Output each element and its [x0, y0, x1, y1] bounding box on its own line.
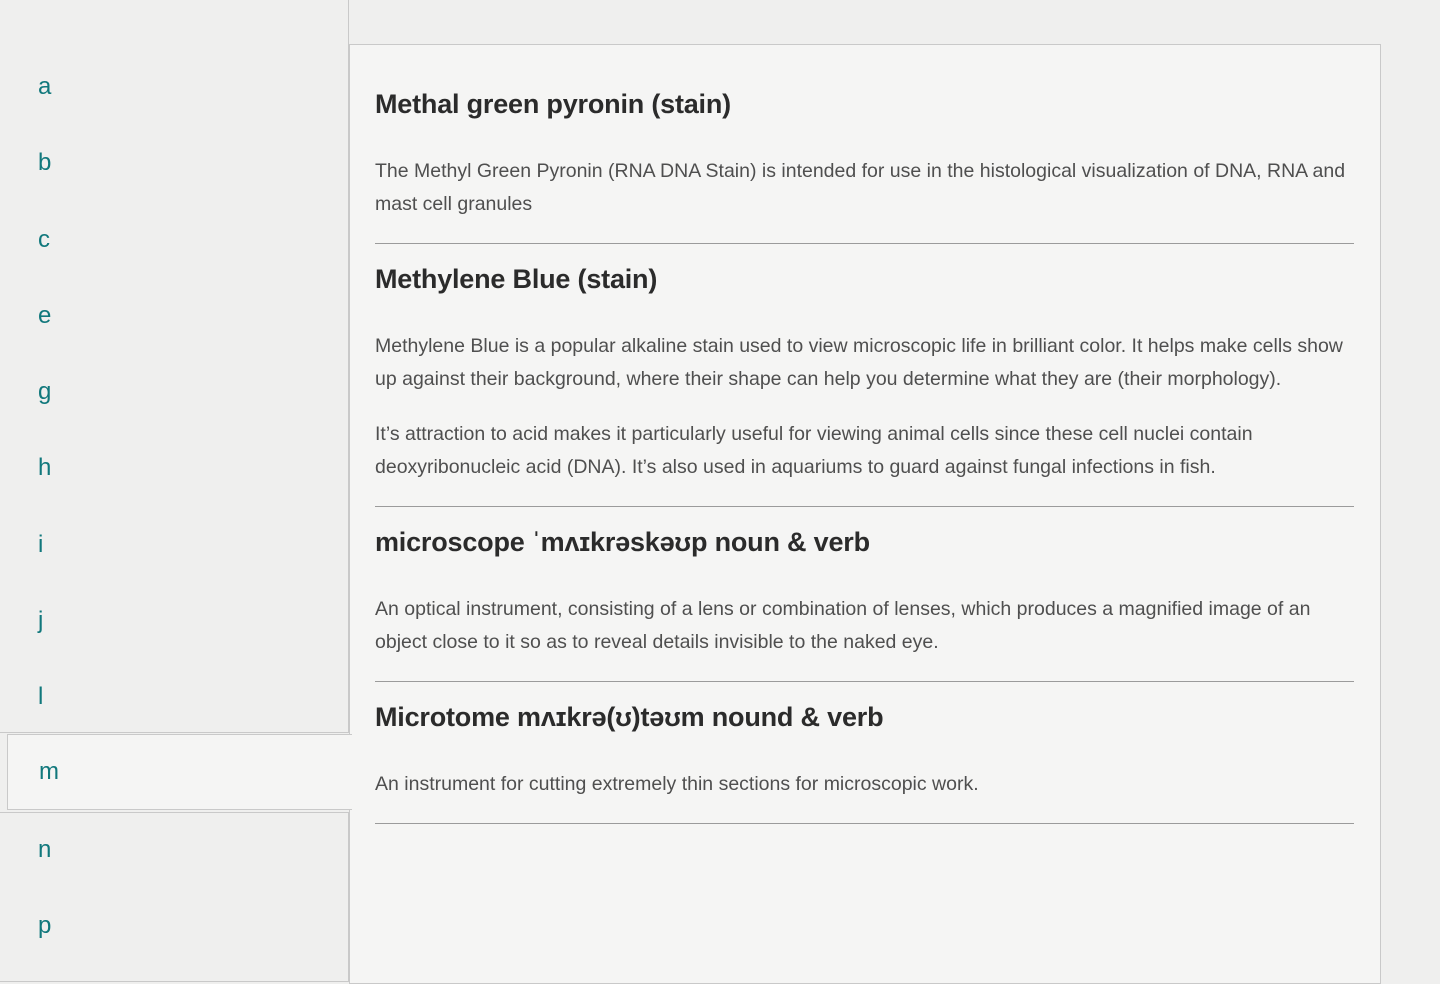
sidebar-letter-l[interactable]	[0, 659, 349, 735]
letter-label: g	[38, 378, 52, 405]
entry-definition: Methylene Blue is a popular alkaline stain used to view microscopic life in brilliant color. It helps make cells show up against their background, where their shape can help you determine what they are (their morphology).	[375, 335, 1343, 390]
alphabet-sidebar	[0, 0, 352, 964]
glossary-entry	[375, 700, 1354, 824]
letter-label: j	[38, 607, 44, 634]
glossary-entry	[375, 87, 1354, 244]
entry-definition: It’s attraction to acid makes it particularly useful for viewing animal cells since these cell nuclei contain deoxyribonucleic acid (DNA). It’s also used in aquariums to guard against fungal infections in fish.	[375, 423, 1253, 478]
letter-label: h	[38, 454, 52, 481]
letter-label: p	[38, 912, 52, 939]
sidebar-letter-e[interactable]	[0, 278, 349, 354]
letter-label: e	[38, 302, 52, 329]
sidebar-letter-m-selected[interactable]	[7, 734, 352, 810]
sidebar-letter-g[interactable]	[0, 354, 349, 430]
letter-label: i	[38, 531, 44, 558]
entry-definition: An optical instrument, consisting of a lens or combination of lenses, which produces a magnified image of an object close to it so as to reveal details invisible to the naked eye.	[375, 598, 1311, 653]
glossary-entry	[375, 262, 1354, 507]
sidebar-letter-n[interactable]	[0, 812, 349, 888]
letter-label: m	[39, 758, 59, 785]
glossary-entry	[375, 525, 1354, 682]
entry-title: Microtome mʌɪkrə(ʊ)təʊm nound & verb	[375, 702, 884, 732]
sidebar-letter-a[interactable]	[0, 49, 349, 125]
sidebar-letter-h[interactable]	[0, 430, 349, 506]
letter-label: n	[38, 836, 52, 863]
sidebar-letter-p[interactable]	[0, 888, 349, 964]
section-divider	[375, 681, 1354, 682]
sidebar-letter-j[interactable]	[0, 583, 349, 659]
letter-label: b	[38, 149, 52, 176]
letter-label: a	[38, 73, 52, 100]
entry-definition: An instrument for cutting extremely thin sections for microscopic work.	[375, 773, 979, 795]
letter-label: c	[38, 226, 50, 253]
sidebar-letter-i[interactable]	[0, 507, 349, 583]
section-divider	[375, 506, 1354, 507]
entry-title: Methal green pyronin (stain)	[375, 89, 731, 119]
letter-label: l	[38, 683, 44, 710]
sidebar-letter-b[interactable]	[0, 125, 349, 201]
section-divider	[375, 243, 1354, 244]
entry-title: microscope ˈmʌɪkrəskəʊp noun & verb	[375, 527, 870, 557]
glossary-panel-inner	[350, 45, 1380, 824]
sidebar-letter-c[interactable]	[0, 202, 349, 278]
glossary-panel	[349, 44, 1381, 984]
section-divider	[375, 823, 1354, 824]
entry-definition: The Methyl Green Pyronin (RNA DNA Stain) is intended for use in the histological visualization of DNA, RNA and mast cell granules	[375, 160, 1346, 215]
entry-title: Methylene Blue (stain)	[375, 264, 658, 294]
